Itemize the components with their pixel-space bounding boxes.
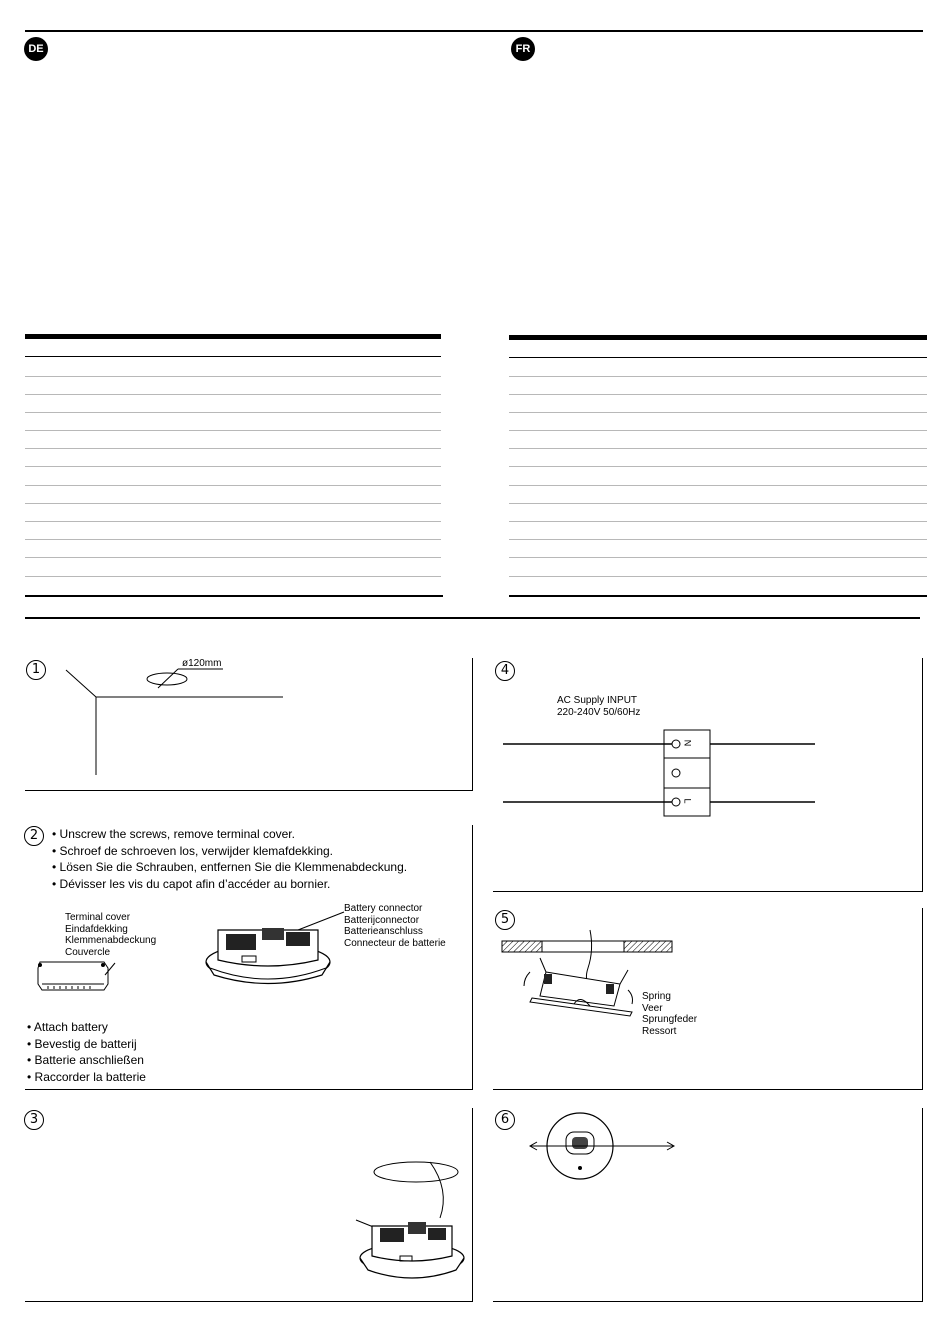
- instruction-line: • Lösen Sie die Schrauben, entfernen Sie die Klemmenabdeckung.: [52, 859, 407, 876]
- instruction-line: • Dévisser les vis du capot afin d’accéder au bornier.: [52, 876, 407, 893]
- step-1-number: 1: [26, 660, 46, 680]
- step-4-number: 4: [495, 661, 515, 681]
- terminal-cover-labels: Terminal cover Eindafdekking Klemmenabdeckung Couvercle: [65, 912, 157, 958]
- instruction-line: • Attach battery: [27, 1019, 146, 1036]
- step-3-number: 3: [24, 1110, 44, 1130]
- instruction-line: • Schroef de schroeven los, verwijder klemafdekking.: [52, 843, 407, 860]
- instruction-line: • Raccorder la batterie: [27, 1069, 146, 1086]
- step-6-number: 6: [495, 1110, 515, 1130]
- terminal-label-n: N: [682, 739, 693, 747]
- language-badge-fr: FR: [511, 37, 535, 61]
- battery-connector-labels: Battery connector Batterijconnector Batterieanschluss Connecteur de batterie: [344, 903, 446, 949]
- step-2-number: 2: [24, 826, 44, 846]
- diameter-label: ø120mm: [182, 658, 222, 669]
- instruction-line: • Batterie anschließen: [27, 1052, 146, 1069]
- instruction-line: • Unscrew the screws, remove terminal cover.: [52, 826, 407, 843]
- terminal-label-l: L: [682, 798, 693, 804]
- ac-supply-label: AC Supply INPUT 220-240V 50/60Hz: [557, 695, 641, 718]
- step-5-number: 5: [495, 910, 515, 930]
- language-badge-de: DE: [24, 37, 48, 61]
- instruction-line: • Bevestig de batterij: [27, 1036, 146, 1053]
- spring-labels: Spring Veer Sprungfeder Ressort: [642, 991, 698, 1037]
